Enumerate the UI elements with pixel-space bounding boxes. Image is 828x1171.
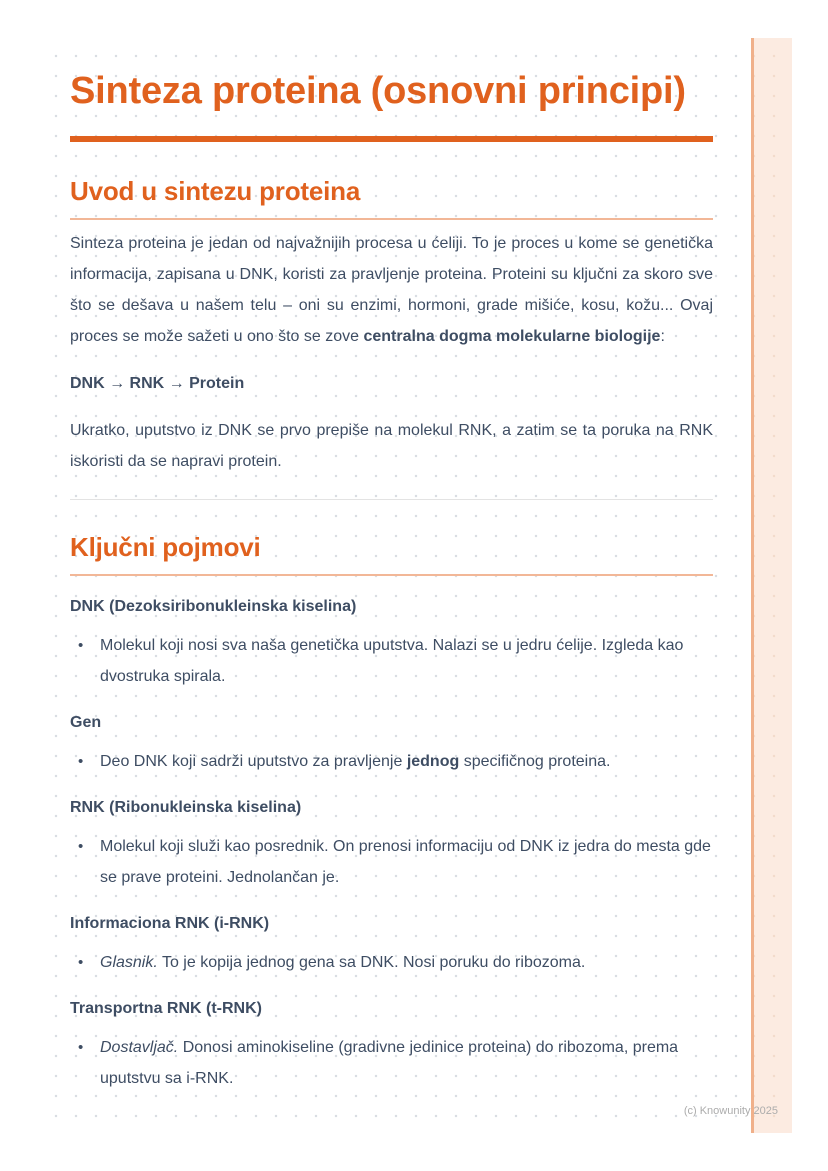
bullet-text: Glasnik. To je kopija jednog gena sa DNK. Nosi poruku do ribozoma. [100, 954, 586, 971]
list-item [70, 831, 713, 893]
bullet-icon: • [78, 753, 84, 770]
central-dogma-line: DNK → RNK → Protein [70, 375, 245, 392]
intro-heading-rule [70, 218, 713, 220]
term-title: DNK (Dezoksiribonukleinska kiselina) [70, 598, 357, 615]
bullet-text: Molekul koji služi kao posrednik. On prenosi informaciju od DNK iz jedra do mesta gde se prave proteini. Jednolančan je. [100, 838, 711, 886]
document-page [40, 38, 792, 1133]
term-title: Gen [70, 714, 102, 731]
section-heading-key-terms: Ključni pojmovi [70, 532, 261, 562]
term-title: Transportna RNK (t-RNK) [70, 1000, 262, 1017]
term-title: Informaciona RNK (i-RNK) [70, 915, 270, 932]
term-title: RNK (Ribonukleinska kiselina) [70, 799, 302, 816]
term-block-dnk [70, 596, 713, 692]
key-terms-heading-rule [70, 574, 713, 576]
term-block-rnk [70, 797, 713, 893]
bullet-text: Dostavljač. Donosi aminokiseline (gradivne jedinice proteina) do ribozoma, prema uputstvu sa i-RNK. [100, 1039, 679, 1087]
term-block-trnk [70, 998, 713, 1094]
list-item [70, 746, 713, 777]
list-item [70, 1032, 713, 1094]
bullet-text: Molekul koji nosi sva naša genetička uputstva. Nalazi se u jedru ćelije. Izgleda kao dvostruka spirala. [100, 637, 684, 685]
side-stripe [751, 38, 792, 1133]
intro-paragraph: Sinteza proteina je jedan od najvažnijih procesa u ćeliji. To je proces u kome se genetička informacija, zapisana u DNK, koristi za pravljenje proteina. Proteini su ključni za skoro sve što se dešava u našem telu – oni su enzimi, hormoni, grade mišiće, kosu, kožu... Ovaj proces se može sažeti u ono što se zove centralna dogma molekularne biologije: [70, 235, 713, 345]
term-block-irnk [70, 913, 713, 978]
section-divider [70, 499, 713, 500]
page-content [70, 38, 713, 1094]
intro-paragraph-2: Ukratko, uputstvo iz DNK se prvo prepiše na molekul RNK, a zatim se ta poruka na RNK iskoristi da se napravi protein. [70, 422, 713, 470]
list-item [70, 630, 713, 692]
bullet-text: Deo DNK koji sadrži uputstvo za pravljenje jednog specifičnog proteina. [100, 753, 611, 770]
bullet-icon: • [78, 1039, 84, 1056]
section-heading-intro: Uvod u sintezu proteina [70, 176, 361, 206]
bullet-icon: • [78, 838, 84, 855]
page-title: Sinteza proteina (osnovni principi) [70, 70, 686, 112]
bullet-icon: • [78, 637, 84, 654]
footer-credit: (c) Knowunity 2025 [683, 1105, 778, 1117]
list-item [70, 947, 713, 978]
bullet-icon: • [78, 954, 84, 971]
term-block-gen [70, 712, 713, 777]
title-underline-rule [70, 136, 713, 142]
